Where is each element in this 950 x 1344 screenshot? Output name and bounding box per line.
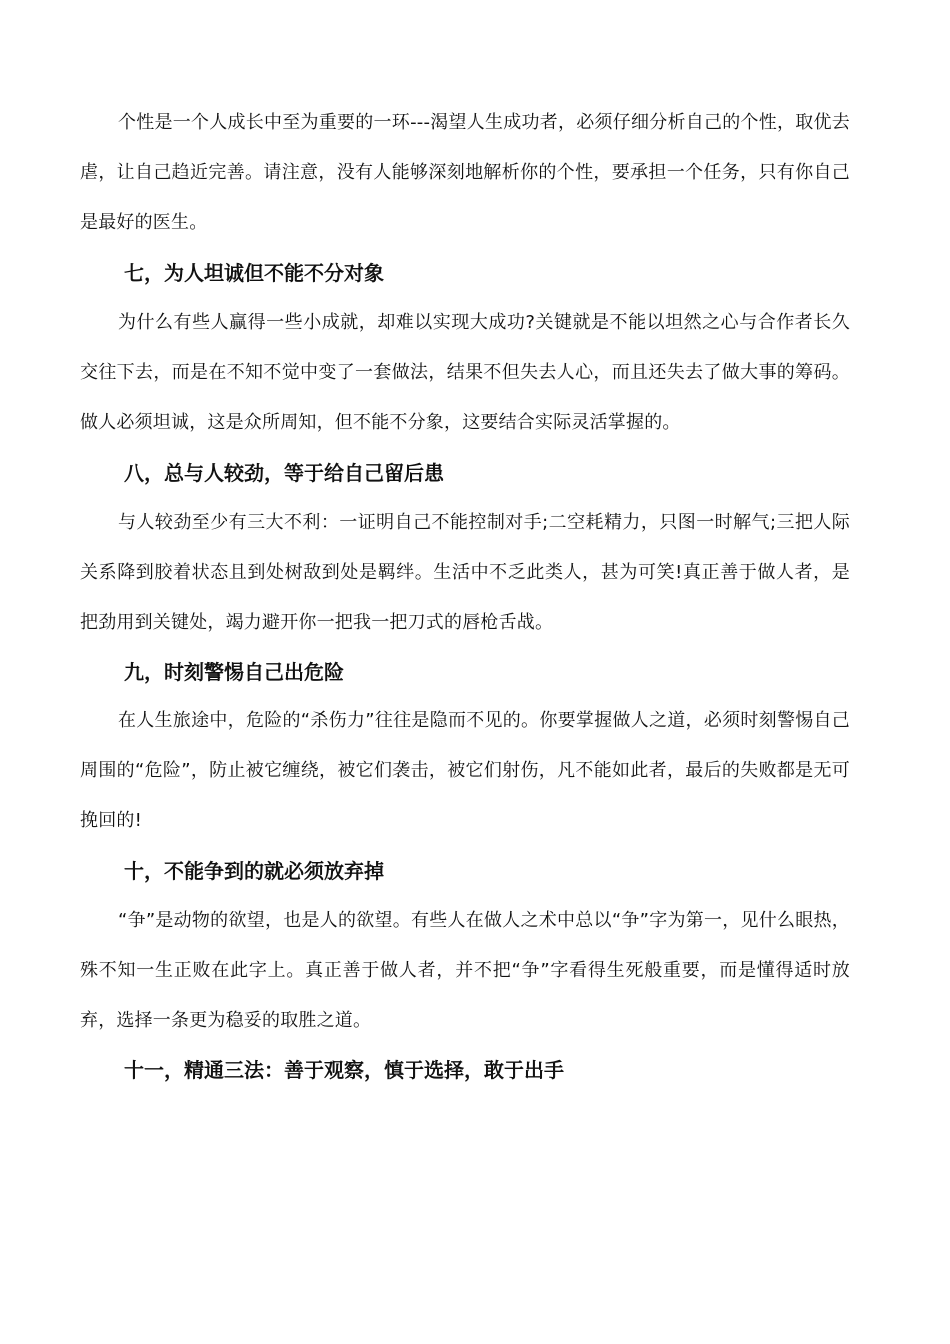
- heading-section-11: 十一，精通三法：善于观察，慎于选择，敢于出手: [124, 1058, 564, 1082]
- paragraph-section-7: 为什么有些人赢得一些小成就，却难以实现大成功?关键就是不能以坦然之心与合作者长久交往下去，而是在不知不觉中变了一套做法，结果不但失去人心，而且还失去了做大事的筹码。做人必须坦诚，这是众所周知，但不能不分象，这要结合实际灵活掌握的。: [80, 312, 850, 433]
- heading-section-7: 七，为人坦诚但不能不分对象: [124, 261, 384, 285]
- paragraph-section-10: “争”是动物的欲望，也是人的欲望。有些人在做人之术中总以“争”字为第一，见什么眼热，殊不知一生正败在此字上。真正善于做人者，并不把“争”字看得生死般重要，而是懂得适时放弃，选择一条更为稳妥的取胜之道。: [80, 910, 850, 1031]
- heading-section-8: 八，总与人较劲，等于给自己留后患: [124, 461, 444, 485]
- heading-section-9: 九，时刻警惕自己出危险: [124, 660, 344, 684]
- paragraph-personality: 个性是一个人成长中至为重要的一环---渴望人生成功者，必须仔细分析自己的个性，取优去虐，让自己趋近完善。请注意，没有人能够深刻地解析你的个性，要承担一个任务，只有你自己是最好的医生。: [80, 112, 850, 233]
- heading-section-10: 十，不能争到的就必须放弃掉: [124, 859, 384, 883]
- paragraph-section-8: 与人较劲至少有三大不利：一证明自己不能控制对手;二空耗精力，只图一时解气;三把人际关系降到胶着状态且到处树敌到处是羁绊。生活中不乏此类人，甚为可笑!真正善于做人者，是把劲用到关键处，竭力避开你一把我一把刀式的唇枪舌战。: [80, 512, 850, 633]
- paragraph-section-9: 在人生旅途中，危险的“杀伤力”往往是隐而不见的。你要掌握做人之道，必须时刻警惕自己周围的“危险”，防止被它缠绕，被它们袭击，被它们射伤，凡不能如此者，最后的失败都是无可挽回的!: [80, 710, 850, 831]
